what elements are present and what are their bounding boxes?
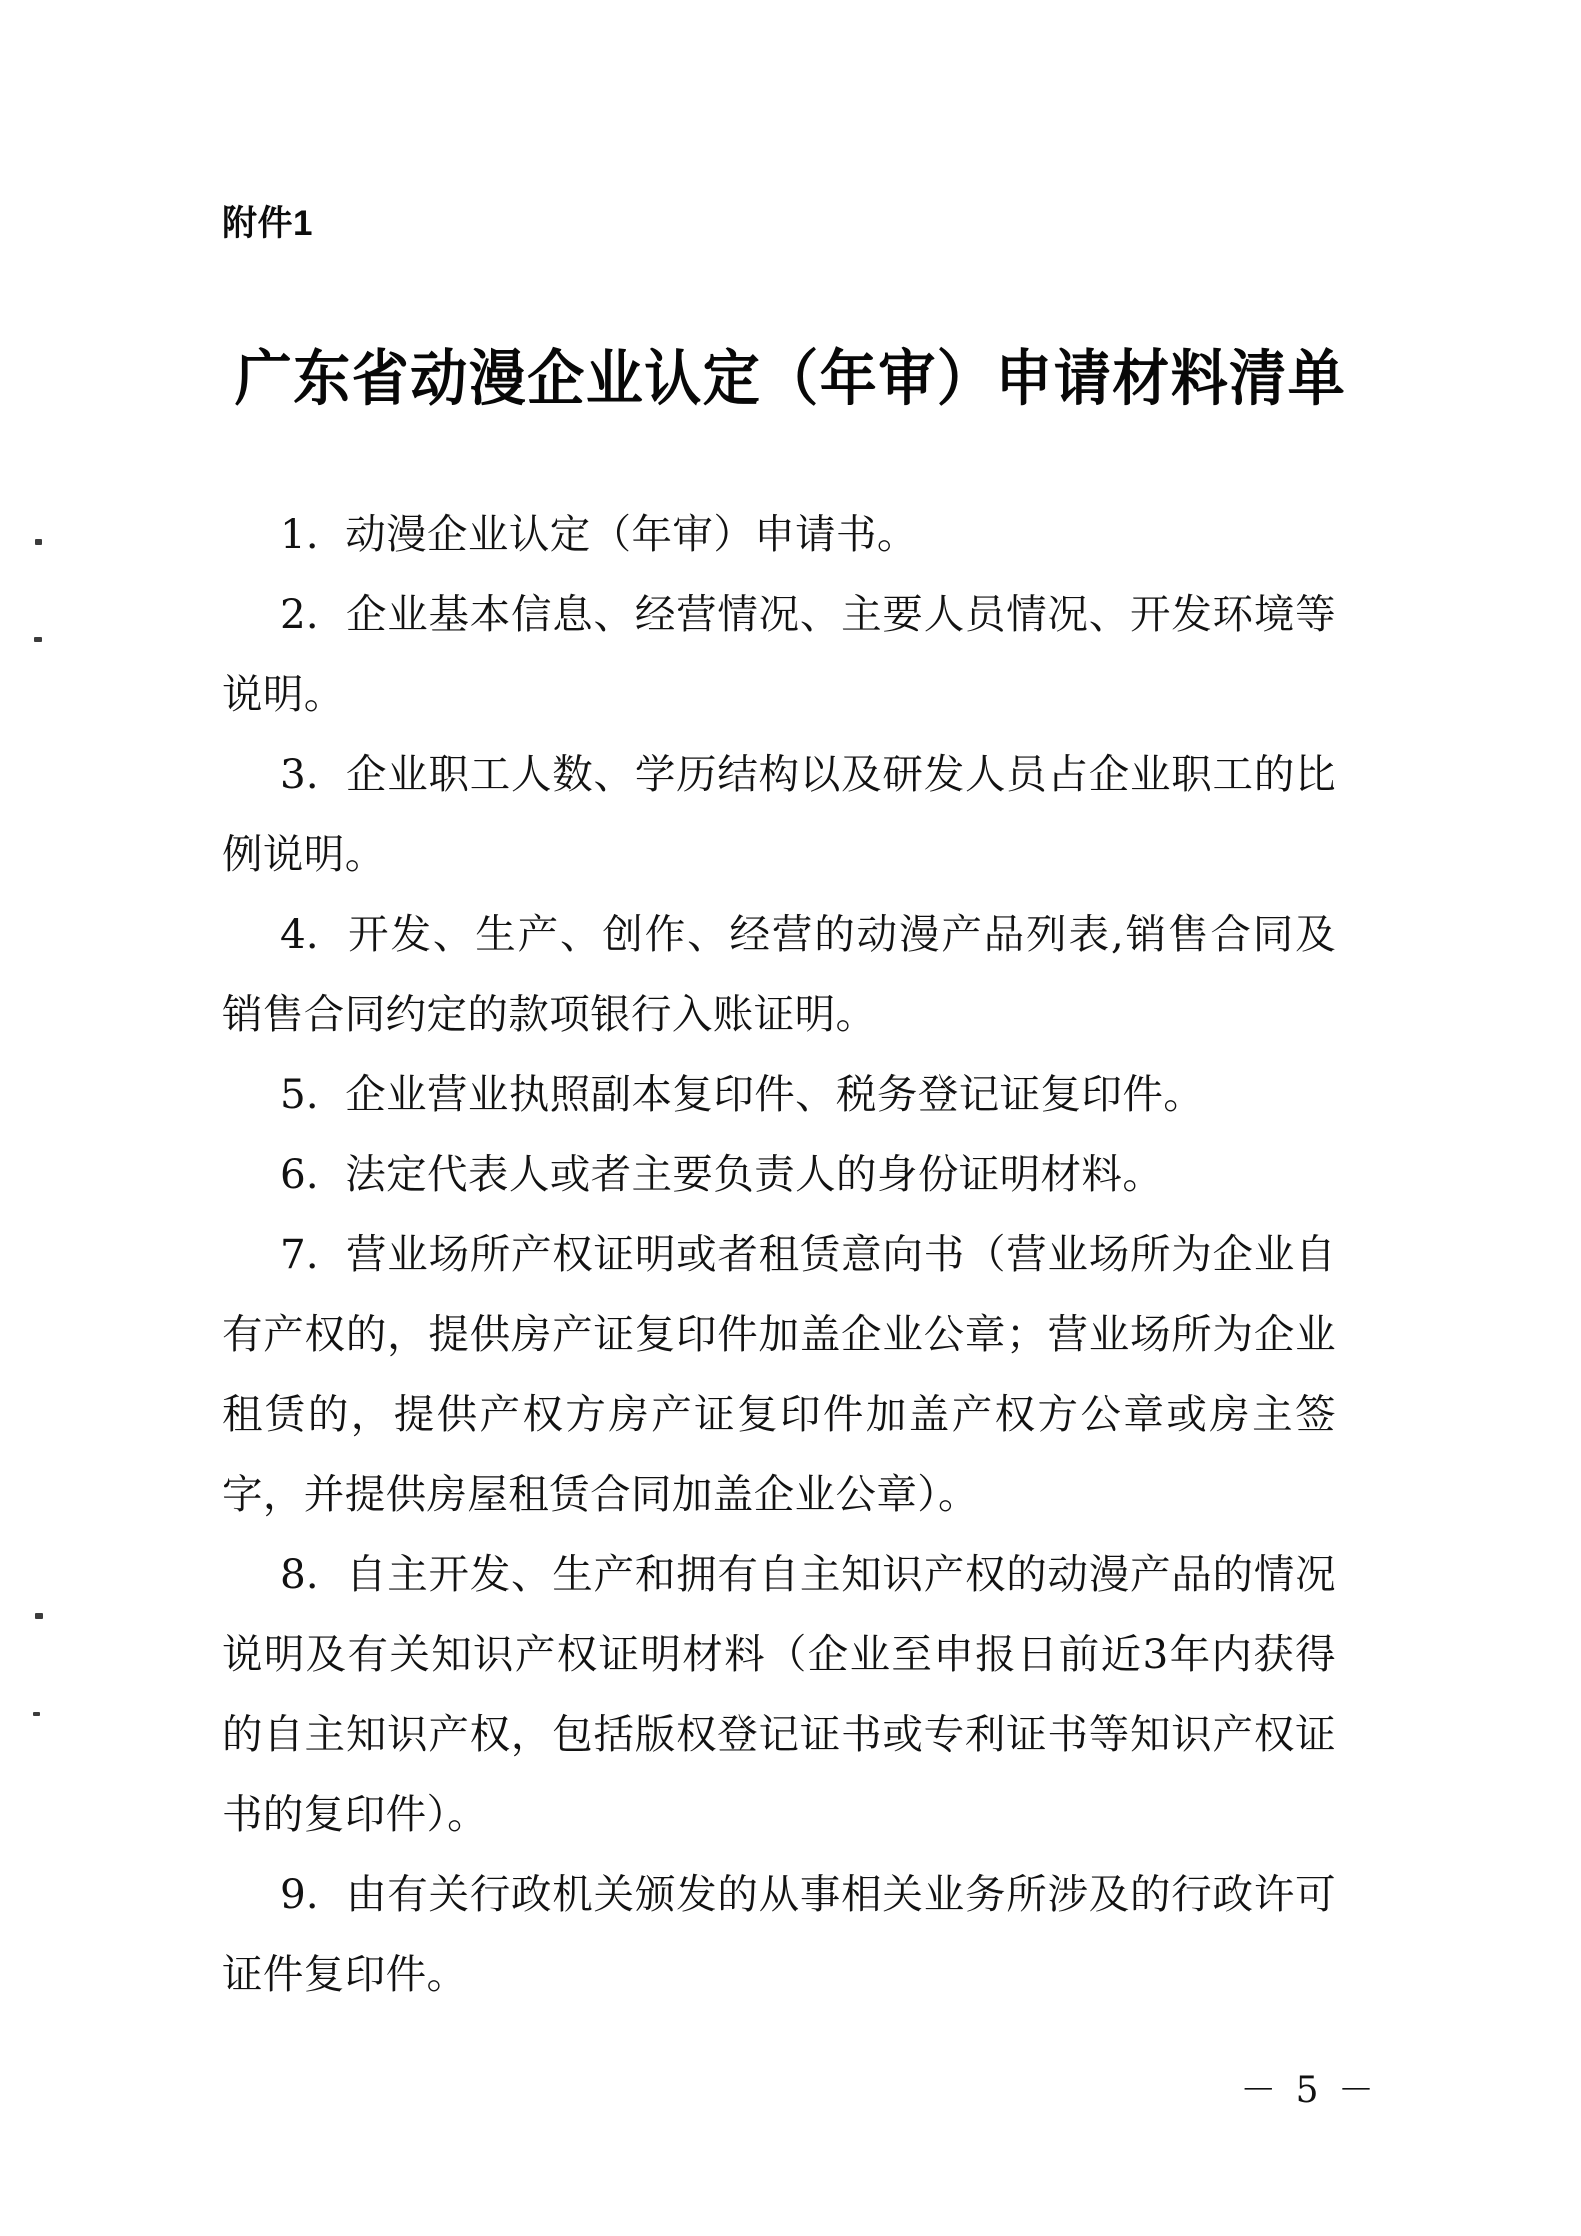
list-item-number: 9. (280, 1870, 319, 1918)
attachment-label: 附件1 (222, 204, 313, 243)
list-item-text: 营业场所产权证明或者租赁意向书（营业场所为企业自有产权的，提供房产证复印件加盖企业公章；营业场所为企业租赁的，提供产权方房产证复印件加盖产权方公章或房主签字，并提供房屋租赁合同加盖企业公章）。 (222, 1230, 1336, 1518)
list-item-text: 由有关行政机关颁发的从事相关业务所涉及的行政许可证件复印件。 (222, 1870, 1336, 1998)
list-item-number: 4. (280, 910, 319, 958)
list-item (222, 894, 1336, 1054)
list-item-spacer (319, 1150, 346, 1198)
list-item (222, 1054, 1336, 1134)
list-item-spacer (319, 1550, 346, 1598)
list-item-text: 企业营业执照副本复印件、税务登记证复印件。 (345, 1070, 1205, 1118)
list-item (222, 1534, 1336, 1854)
page-title: 广东省动漫企业认定（年审）申请材料清单 (234, 344, 1347, 413)
list-item-text: 开发、生产、创作、经营的动漫产品列表,销售合同及销售合同约定的款项银行入账证明。 (222, 910, 1336, 1038)
list-item-spacer (319, 590, 346, 638)
list-item-spacer (319, 750, 346, 798)
list-item-text: 自主开发、生产和拥有自主知识产权的动漫产品的情况说明及有关知识产权证明材料（企业至申报日前近3年内获得的自主知识产权，包括版权登记证书或专利证书等知识产权证书的复印件）。 (222, 1550, 1336, 1838)
document-body (222, 494, 1336, 2014)
list-item-number: 1. (280, 510, 319, 558)
list-item (222, 734, 1336, 894)
list-item-spacer (319, 510, 346, 558)
scan-speck (33, 1712, 40, 1716)
list-item (222, 494, 1336, 574)
list-item (222, 1854, 1336, 2014)
list-item (222, 574, 1336, 734)
list-item-text: 企业基本信息、经营情况、主要人员情况、开发环境等说明。 (222, 590, 1336, 718)
scan-speck (35, 539, 42, 545)
list-item-number: 6. (280, 1150, 319, 1198)
list-item-spacer (319, 910, 349, 958)
list-item-spacer (319, 1870, 346, 1918)
page-number: － 5 － (1240, 2070, 1378, 2111)
list-item-number: 5. (280, 1070, 319, 1118)
list-item (222, 1134, 1336, 1214)
list-item-spacer (319, 1070, 346, 1118)
list-item-number: 2. (280, 590, 319, 638)
list-item-text: 动漫企业认定（年审）申请书。 (345, 510, 918, 558)
list-item-number: 7. (280, 1230, 319, 1278)
scan-speck (34, 637, 42, 642)
scan-speck (35, 1613, 43, 1619)
list-item (222, 1214, 1336, 1534)
list-item-number: 3. (280, 750, 319, 798)
list-item-spacer (319, 1230, 346, 1278)
list-item-text: 企业职工人数、学历结构以及研发人员占企业职工的比例说明。 (222, 750, 1336, 878)
list-item-text: 法定代表人或者主要负责人的身份证明材料。 (345, 1150, 1164, 1198)
list-item-number: 8. (280, 1550, 319, 1598)
